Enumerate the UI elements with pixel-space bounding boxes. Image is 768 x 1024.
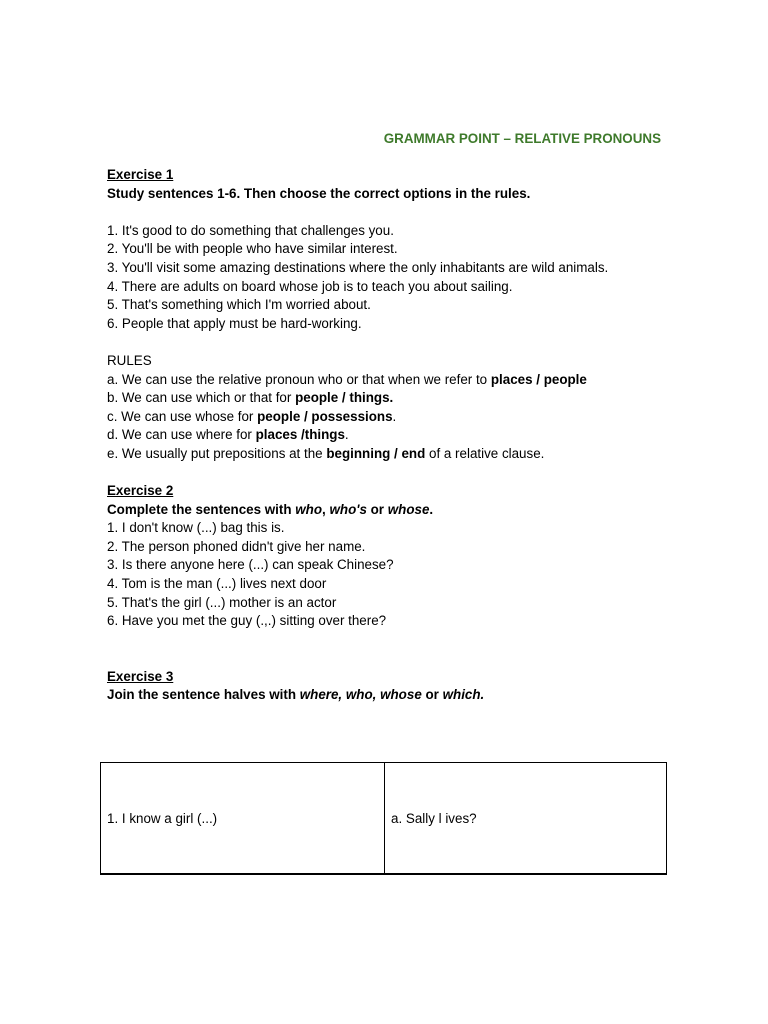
exercise-1-sentence: 1. It's good to do something that challenges you.	[107, 222, 394, 238]
rule-item: b. We can use which or that for people / things.	[107, 390, 394, 406]
exercise-2-sentence: 6. Have you met the guy (.,.) sitting over there?	[107, 613, 387, 629]
rule-item: c. We can use whose for people / possessions.	[107, 408, 397, 424]
matching-table	[100, 762, 667, 875]
exercise-2-instruction: Complete the sentences with who, who's or whose.	[107, 501, 434, 517]
exercise-1-sentence: 3. You'll visit some amazing destinations where the only inhabitants are wild animals.	[107, 259, 609, 275]
page-title: GRAMMAR POINT – RELATIVE PRONOUNS	[383, 131, 661, 146]
exercise-3-instruction: Join the sentence halves with where, who, whose or which.	[107, 687, 485, 703]
exercise-2-sentence: 5. That's the girl (...) mother is an actor	[107, 594, 337, 610]
exercise-1-sentence: 6. People that apply must be hard-working.	[107, 315, 362, 331]
rule-item: e. We usually put prepositions at the beginning / end of a relative clause.	[107, 445, 545, 461]
exercise-1-sentence: 2. You'll be with people who have similar interest.	[107, 241, 398, 257]
exercise-2-sentence: 3. Is there anyone here (...) can speak Chinese?	[107, 557, 394, 573]
sentence-half-right: a. Sally l ives?	[391, 810, 477, 826]
worksheet-content	[107, 166, 687, 705]
exercise-2-sentence: 2. The person phoned didn't give her name.	[107, 538, 366, 554]
exercise-1-sentence: 5. That's something which I'm worried about.	[107, 297, 371, 313]
exercise-2-sentence: 1. I don't know (...) bag this is.	[107, 520, 285, 536]
exercise-3-heading: Exercise 3	[107, 668, 174, 684]
exercise-1-sentence: 4. There are adults on board whose job is to teach you about sailing.	[107, 278, 513, 294]
rule-item: a. We can use the relative pronoun who or that when we refer to places / people	[107, 371, 587, 387]
exercise-2-sentence: 4. Tom is the man (...) lives next door	[107, 576, 327, 592]
sentence-half-left: 1. I know a girl (...)	[101, 763, 385, 875]
exercise-1-instruction: Study sentences 1-6. Then choose the correct options in the rules.	[107, 185, 531, 201]
rule-item: d. We can use where for places /things.	[107, 427, 349, 443]
exercise-1-heading: Exercise 1	[107, 167, 174, 182]
exercise-2-heading: Exercise 2	[107, 483, 174, 499]
table-row	[101, 763, 667, 875]
rules-heading: RULES	[107, 352, 152, 368]
